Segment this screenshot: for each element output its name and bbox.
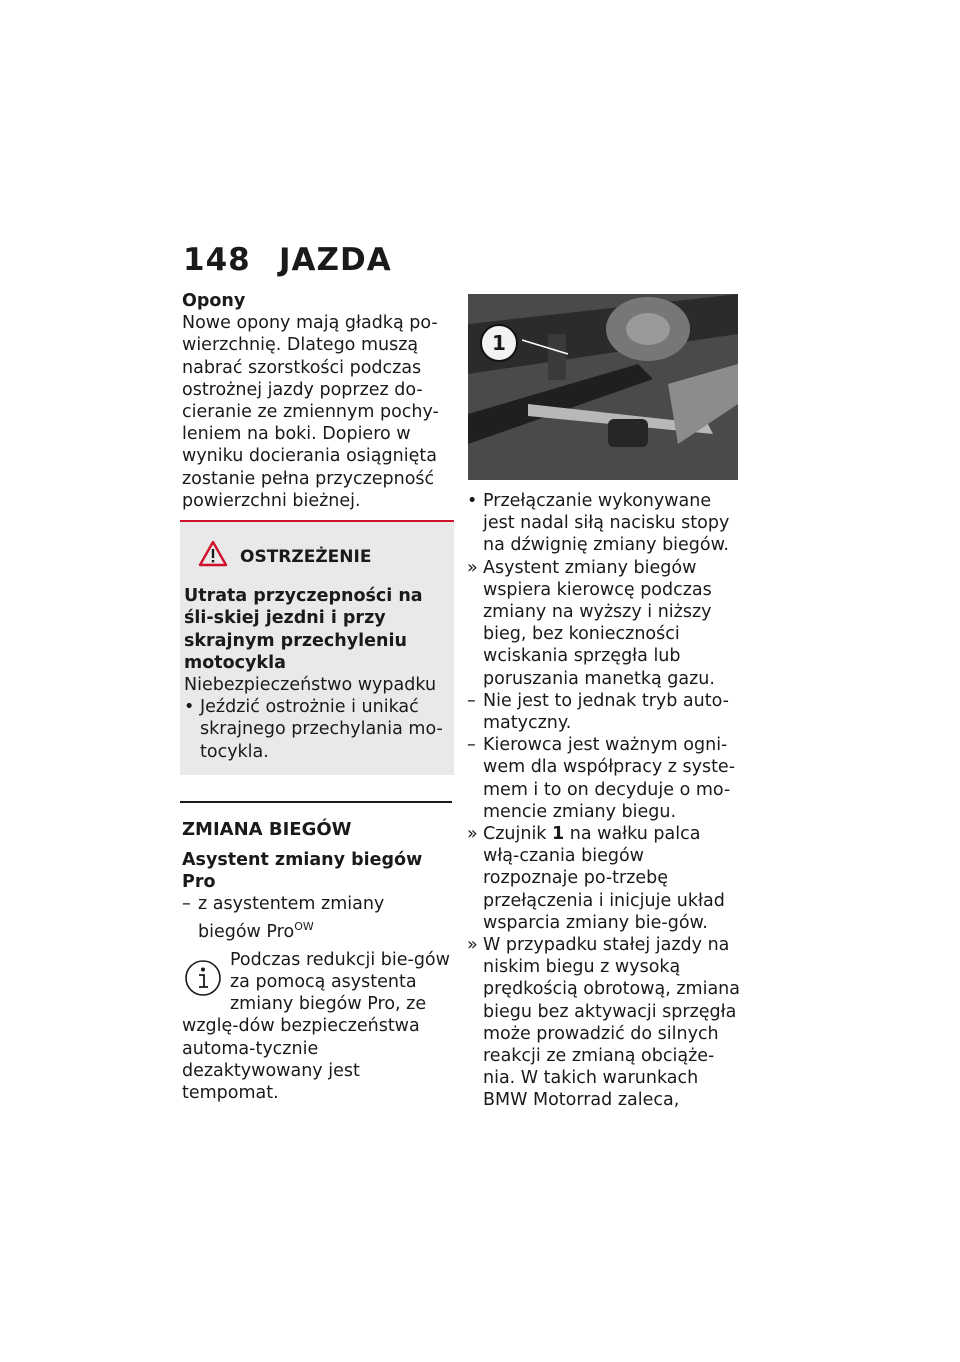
dash-item: – z asystentem zmiany biegów Pro$^{OW}$ <box>182 894 385 942</box>
page-number: 148 <box>183 242 251 278</box>
list-item: » W przypadku stałej jazdy na niskim biegu z wysoką prędkością obrotową, zmiana biegu bez aktywacji sprzęgła może prowadzić do silnych reakcji ze zmianą obciąże-nia. W takich warunkach BMW Motorrad zaleca, <box>467 935 740 1111</box>
list-item: • Przełączanie wykonywane jest nadal siłą nacisku stopy na dźwignię zmiany biegów. <box>467 491 730 556</box>
section-divider <box>180 801 452 803</box>
page-header <box>183 242 392 278</box>
warning-bullet: • Jeździć ostrożnie i unikać skrajnego przechylania mo-tocykla. <box>184 697 443 762</box>
tires-heading: Opony <box>182 291 246 311</box>
warning-header <box>184 540 444 573</box>
section-title: ZMIANA BIEGÓW <box>182 818 352 840</box>
left-column <box>182 290 450 1104</box>
list-item: – Kierowca jest ważnym ogni-wem dla współpracy z syste-mem i to on decyduje o mo-mencie zmiany biegu. <box>467 735 736 822</box>
list-item: » Czujnik 1 na wałku palca włą-czania biegów rozpoznaje po-trzebę przełączenia i inicjuje układ wsparcia zmiany bie-gów. <box>467 824 725 933</box>
chapter-title: JAZDA <box>279 242 392 278</box>
dash-item-sup: OW <box>294 919 314 933</box>
shift-sensor-photo <box>468 294 738 480</box>
right-column <box>467 490 742 1112</box>
warning-triangle-icon <box>198 540 228 573</box>
info-note <box>182 949 450 1104</box>
callout-marker <box>480 324 518 362</box>
callout-number: 1 <box>492 331 506 355</box>
list-item: – Nie jest to jednak tryb auto-matyczny. <box>467 690 729 734</box>
warning-box <box>180 520 454 775</box>
tires-body: Nowe opony mają gładką po-wierzchnię. Dlatego muszą nabrać szorstkości podczas ostrożnej jazdy poprzez do-cieranie ze zmiennym pochy-leniem na boki. Dopiero w wyniku docierania osiągnięta zostanie pełna przyczepność powierzchni bieżnej. <box>182 313 439 511</box>
list-item: » Asystent zmiany biegów wspiera kierowcę podczas zmiany na wyższy i niższy bieg, bez konieczności wciskania sprzęgła lub poruszania manetką gazu. <box>467 557 715 689</box>
warning-subtitle: Utrata przyczepności na śli-skiej jezdni i przy skrajnym przechyleniu motocykla <box>184 586 423 673</box>
warning-hazard: Niebezpieczeństwo wypadku <box>184 675 437 696</box>
info-text: Podczas redukcji bie-gów za pomocą asystenta zmiany biegów Pro, ze wzglę-dów bezpieczeństwa automa-tycznie dezaktywowany jest tempomat. <box>182 949 450 1103</box>
warning-title: OSTRZEŻENIE <box>240 546 372 567</box>
subsection-title: Asystent zmiany biegów Pro <box>182 850 423 893</box>
dash-item-text: z asystentem zmiany biegów Pro <box>198 894 385 942</box>
info-icon <box>182 957 224 1005</box>
warning-bullet-text: Jeździć ostrożnie i unikać skrajnego przechylania mo-tocykla. <box>200 697 443 762</box>
